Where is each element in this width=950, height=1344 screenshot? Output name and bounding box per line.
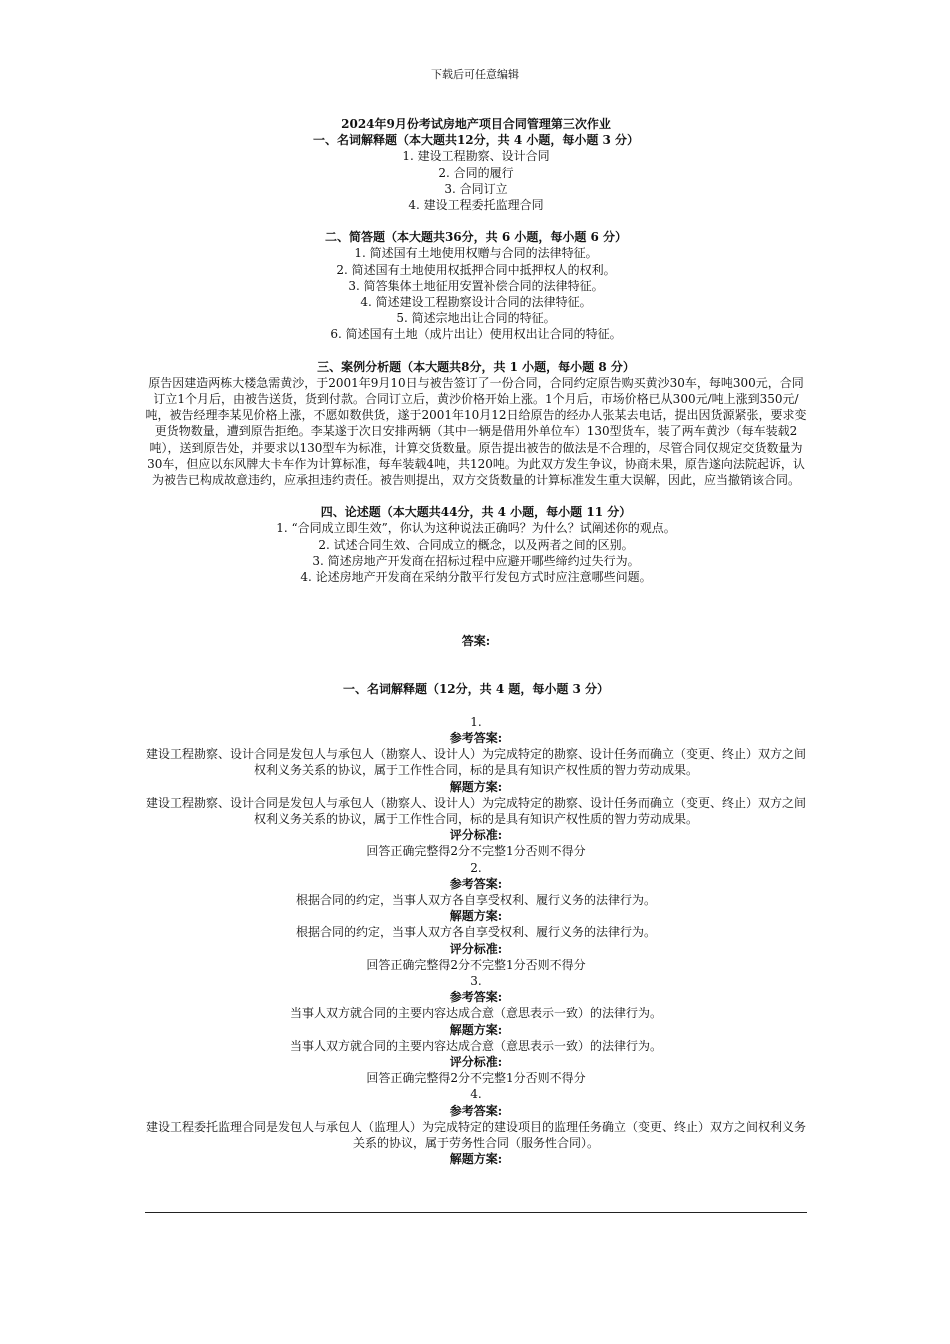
criteria-text: 回答正确完整得2分不完整1分否则不得分: [366, 844, 586, 859]
section-4-item: 4. 论述房地产开发商在采纳分散平行发包方式时应注意哪些问题。: [300, 570, 652, 585]
answers-section-1-title: 一、名词解释题（12分，共 4 题，每小题 3 分）: [342, 682, 610, 697]
solution-text: 建设工程勘察、设计合同是发包人与承包人（勘察人、设计人）为完成特定的勘察、设计任务而确立（变更、终止）双方之间权利义务关系的协议，属于工作性合同，标的是具有知识产权性质的智力劳动成果。: [145, 795, 806, 826]
section-1-item: 4. 建设工程委托监理合同: [408, 198, 544, 213]
section-1-item: 1. 建设工程勘察、设计合同: [402, 149, 550, 164]
reference-answer-label: 参考答案:: [449, 990, 503, 1005]
section-1-title: 一、名词解释题（本大题共12分，共 4 小题，每小题 3 分）: [312, 133, 640, 148]
document-body: [145, 116, 807, 1167]
section-2-item: 3. 简答集体土地征用安置补偿合同的法律特征。: [348, 278, 604, 293]
section-2-item: 4. 简述建设工程勘察设计合同的法律特征。: [360, 295, 592, 310]
reference-answer-text: 建设工程委托监理合同是发包人与承包人（监理人）为完成特定的建设项目的监理任务确立（变更、终止）双方之间权利义务关系的协议，属于劳务性合同（服务性合同）。: [145, 1119, 806, 1150]
solution-label: 解题方案:: [449, 1022, 503, 1037]
section-4-title: 四、论述题（本大题共44分，共 4 小题，每小题 11 分）: [320, 505, 632, 520]
answer-number: 4.: [470, 1087, 482, 1102]
bottom-rule: [145, 1212, 807, 1213]
section-1-item: 2. 合同的履行: [438, 165, 514, 180]
answer-number: 2.: [470, 860, 482, 875]
section-4-item: 1. “合同成立即生效”，你认为这种说法正确吗？为什么？试阐述你的观点。: [276, 521, 676, 536]
section-2-item: 1. 简述国有土地使用权赠与合同的法律特征。: [354, 246, 598, 261]
solution-text: 当事人双方就合同的主要内容达成合意（意思表示一致）的法律行为。: [289, 1038, 662, 1053]
case-text: 原告因建造两栋大楼急需黄沙，于2001年9月10日与被告签订了一份合同，合同约定原告购买黄沙30车，每吨300元，合同订立1个月后，由被告送货，货到付款。合同订立后，黄沙价格开始上涨。1个月后，市场价格已从300元/吨上涨到350元/吨，被告经理李某见价格上涨，不愿如数供货，遂于2001年10月12日给原告的经办人张某去电话，提出因货源紧张，要求变更货物数量，遭到原告拒绝。李某遂于次日安排两辆（其中一辆是借用外单位车）130型货车，装了两车黄沙（每车装载2吨），送到原告处，并要求以130型车为标准，计算交货数量。原告提出被告的做法是不合理的，尽管合同仅规定交货数量为30车，但应以东风牌大卡车作为计算标准，每车装载4吨，共120吨。为此双方发生争议，协商未果，原告遂向法院起诉，认为被告已构成故意违约，应承担违约责任。被告则提出，双方交货数量的计算标准发生重大误解，因此，应当撤销该合同。: [145, 375, 807, 488]
section-1-item: 3. 合同订立: [444, 181, 508, 196]
section-4-item: 3. 简述房地产开发商在招标过程中应避开哪些缔约过失行为。: [312, 553, 640, 568]
solution-label: 解题方案:: [449, 1152, 503, 1167]
section-2-title: 二、简答题（本大题共36分，共 6 小题，每小题 6 分）: [324, 230, 628, 245]
document-title: 2024年9月份考试房地产项目合同管理第三次作业: [341, 117, 611, 131]
criteria-label: 评分标准:: [449, 1054, 503, 1069]
reference-answer-label: 参考答案:: [449, 876, 503, 891]
criteria-text: 回答正确完整得2分不完整1分否则不得分: [366, 957, 586, 972]
reference-answer-text: 根据合同的约定，当事人双方各自享受权利、履行义务的法律行为。: [295, 892, 656, 907]
solution-label: 解题方案:: [449, 909, 503, 924]
solution-text: 根据合同的约定，当事人双方各自享受权利、履行义务的法律行为。: [295, 925, 656, 940]
reference-answer-text: 建设工程勘察、设计合同是发包人与承包人（勘察人、设计人）为完成特定的勘察、设计任务而确立（变更、终止）双方之间权利义务关系的协议，属于工作性合同，标的是具有知识产权性质的智力劳动成果。: [145, 747, 806, 778]
answer-number: 3.: [470, 973, 482, 988]
section-2-item: 2. 简述国有土地使用权抵押合同中抵押权人的权利。: [336, 262, 616, 277]
criteria-label: 评分标准:: [449, 828, 503, 843]
section-3-title: 三、案例分析题（本大题共8分，共 1 小题，每小题 8 分）: [317, 359, 635, 374]
reference-answer-label: 参考答案:: [449, 730, 503, 745]
answer-number: 1.: [470, 714, 482, 729]
page-header-note: 下载后可任意编辑: [431, 68, 519, 81]
section-2-item: 6. 简述国有土地（成片出让）使用权出让合同的特征。: [330, 327, 622, 342]
section-2-item: 5. 简述宗地出让合同的特征。: [396, 311, 556, 326]
reference-answer-label: 参考答案:: [449, 1103, 503, 1118]
criteria-label: 评分标准:: [449, 941, 503, 956]
solution-label: 解题方案:: [449, 779, 503, 794]
section-4-item: 2. 试述合同生效、合同成立的概念，以及两者之间的区别。: [318, 537, 634, 552]
criteria-text: 回答正确完整得2分不完整1分否则不得分: [366, 1071, 586, 1086]
reference-answer-text: 当事人双方就合同的主要内容达成合意（意思表示一致）的法律行为。: [289, 1006, 662, 1021]
answers-heading: 答案:: [461, 634, 491, 649]
